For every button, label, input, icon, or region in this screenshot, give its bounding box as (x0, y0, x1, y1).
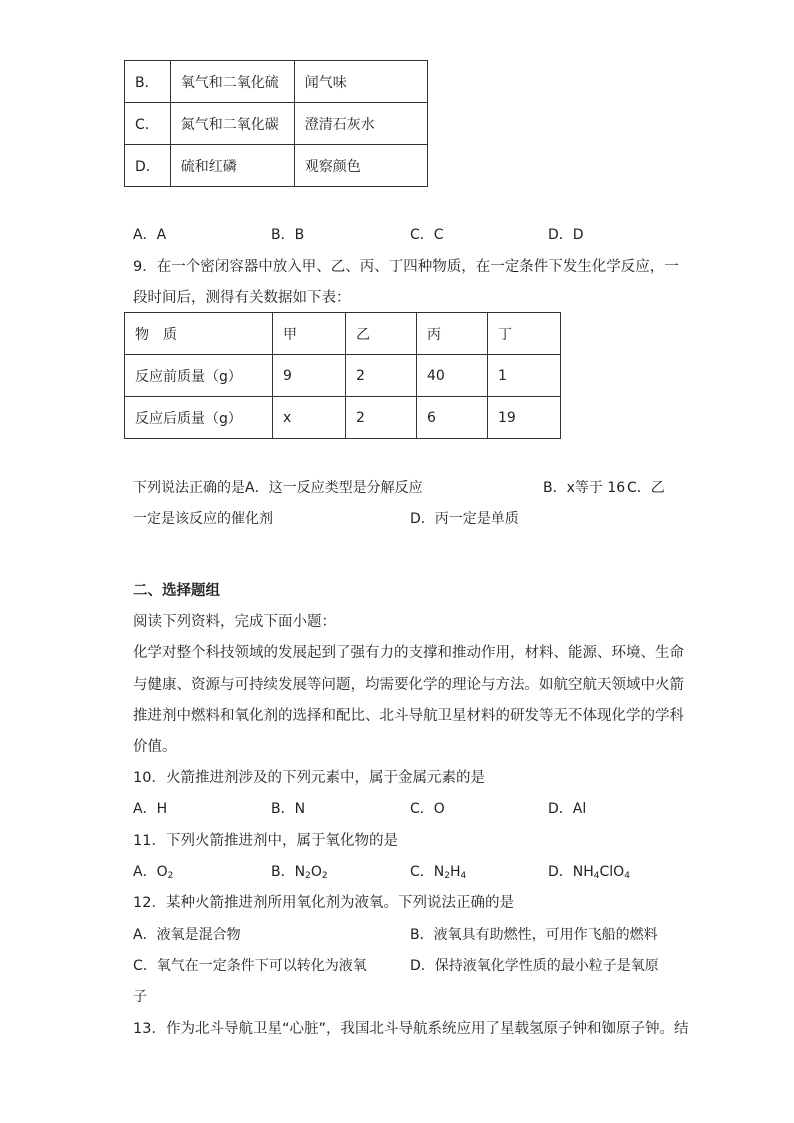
q11-option-a[interactable] (133, 862, 173, 882)
formula-part: C．N (410, 864, 445, 880)
q9-option-c-continued[interactable]: 一定是该反应的催化剂 (133, 511, 273, 527)
q13-stem: 13．作为北斗导航卫星“心脏”，我国北斗导航系统应用了星载氢原子钟和铷原子钟。结 (133, 1021, 689, 1037)
section-heading: 二、选择题组 (133, 583, 220, 599)
row-letter: D． (125, 145, 171, 187)
formula-part: A．O (133, 864, 168, 880)
row-method: 闻气味 (294, 61, 427, 103)
formula-subscript: 2 (444, 871, 450, 881)
row-substances: 氮气和二氧化碳 (170, 103, 294, 145)
row-label: 反应后质量（g） (125, 397, 273, 439)
q8-option-a[interactable]: A．A (133, 227, 167, 243)
q11-option-d[interactable] (548, 862, 630, 882)
table-row (125, 355, 561, 397)
header-cell: 丙 (417, 313, 488, 355)
formula-subscript: 2 (305, 871, 311, 881)
q9-lead: 下列说法正确的是 (133, 480, 245, 496)
formula-subscript: 4 (624, 871, 630, 881)
q9-stem-line1: 9．在一个密闭容器中放入甲、乙、丙、丁四种物质，在一定条件下发生化学反应，一 (133, 259, 679, 275)
header-cell: 物 质 (125, 313, 273, 355)
cell: 2 (346, 397, 417, 439)
table-row (125, 103, 428, 145)
q10-option-d[interactable]: D．Al (548, 801, 587, 817)
q9-stem-line2: 段时间后，测得有关数据如下表： (133, 290, 351, 306)
row-substances: 硫和红磷 (170, 145, 294, 187)
passage-line: 与健康、资源与可持续发展等问题，均需要化学的理论与方法。如航空航天领域中火箭 (133, 677, 684, 693)
formula-part: D．NH (548, 864, 594, 880)
header-cell: 丁 (488, 313, 561, 355)
cell: 2 (346, 355, 417, 397)
formula-subscript: 4 (593, 871, 600, 881)
header-cell: 甲 (273, 313, 346, 355)
cell: 1 (488, 355, 561, 397)
table-row (125, 145, 428, 187)
q9-option-c[interactable]: C．乙 (627, 480, 665, 496)
table-row (125, 397, 561, 439)
row-letter: C． (125, 103, 171, 145)
q10-option-c[interactable]: C．O (410, 801, 445, 817)
formula-part: B．N (271, 864, 306, 880)
cell: 40 (417, 355, 488, 397)
q12-option-a[interactable]: A．液氧是混合物 (133, 927, 241, 943)
cell: x (273, 397, 346, 439)
row-method: 观察颜色 (294, 145, 427, 187)
row-substances: 氧气和二氧化硫 (170, 61, 294, 103)
q12-option-b[interactable]: B．液氧具有助燃性，可用作飞船的燃料 (410, 927, 658, 943)
formula-subscript: 2 (167, 871, 174, 881)
q11-option-c[interactable] (410, 862, 466, 882)
passage-line: 推进剂中燃料和氧化剂的选择和配比、北斗导航卫星材料的研发等无不体现化学的学科 (133, 708, 684, 724)
table-header-row (125, 313, 561, 355)
q12-option-d[interactable]: D．保持液氧化学性质的最小粒子是氧原 (410, 958, 659, 974)
formula-subscript: 4 (460, 871, 467, 881)
q11-stem: 11．下列火箭推进剂中，属于氧化物的是 (133, 833, 398, 849)
q11-option-b[interactable] (271, 862, 328, 882)
q8-option-b[interactable]: B．B (271, 227, 305, 243)
q9-option-a[interactable]: A．这一反应类型是分解反应 (245, 480, 423, 496)
q8-option-c[interactable]: C．C (410, 227, 444, 243)
formula-part: H (449, 864, 461, 880)
header-cell: 乙 (346, 313, 417, 355)
q12-stem: 12．某种火箭推进剂所用氧化剂为液氧。下列说法正确的是 (133, 895, 514, 911)
q10-option-b[interactable]: B．N (271, 801, 306, 817)
cell: 6 (417, 397, 488, 439)
cell: 19 (488, 397, 561, 439)
formula-part: ClO (599, 864, 625, 880)
q12-option-d-continued[interactable]: 子 (133, 989, 147, 1005)
row-label: 反应前质量（g） (125, 355, 273, 397)
q9-option-d[interactable]: D．丙一定是单质 (410, 511, 519, 527)
q10-option-a[interactable]: A．H (133, 801, 168, 817)
formula-part: O (310, 864, 322, 880)
q9-data-table (124, 312, 561, 439)
q10-stem: 10．火箭推进剂涉及的下列元素中，属于金属元素的是 (133, 770, 485, 786)
q8-options-table (124, 60, 428, 187)
table-row (125, 61, 428, 103)
formula-subscript: 2 (321, 871, 328, 881)
q9-option-b[interactable]: B．x等于 16 (543, 480, 626, 496)
q8-option-d[interactable]: D．D (548, 227, 584, 243)
passage-line: 价值。 (133, 739, 177, 755)
section-intro: 阅读下列资料，完成下面小题： (133, 614, 336, 630)
row-method: 澄清石灰水 (294, 103, 427, 145)
cell: 9 (273, 355, 346, 397)
q12-option-c[interactable]: C．氧气在一定条件下可以转化为液氧 (133, 958, 367, 974)
passage-line: 化学对整个科技领域的发展起到了强有力的支撑和推动作用，材料、能源、环境、生命 (133, 645, 684, 661)
row-letter: B． (125, 61, 171, 103)
